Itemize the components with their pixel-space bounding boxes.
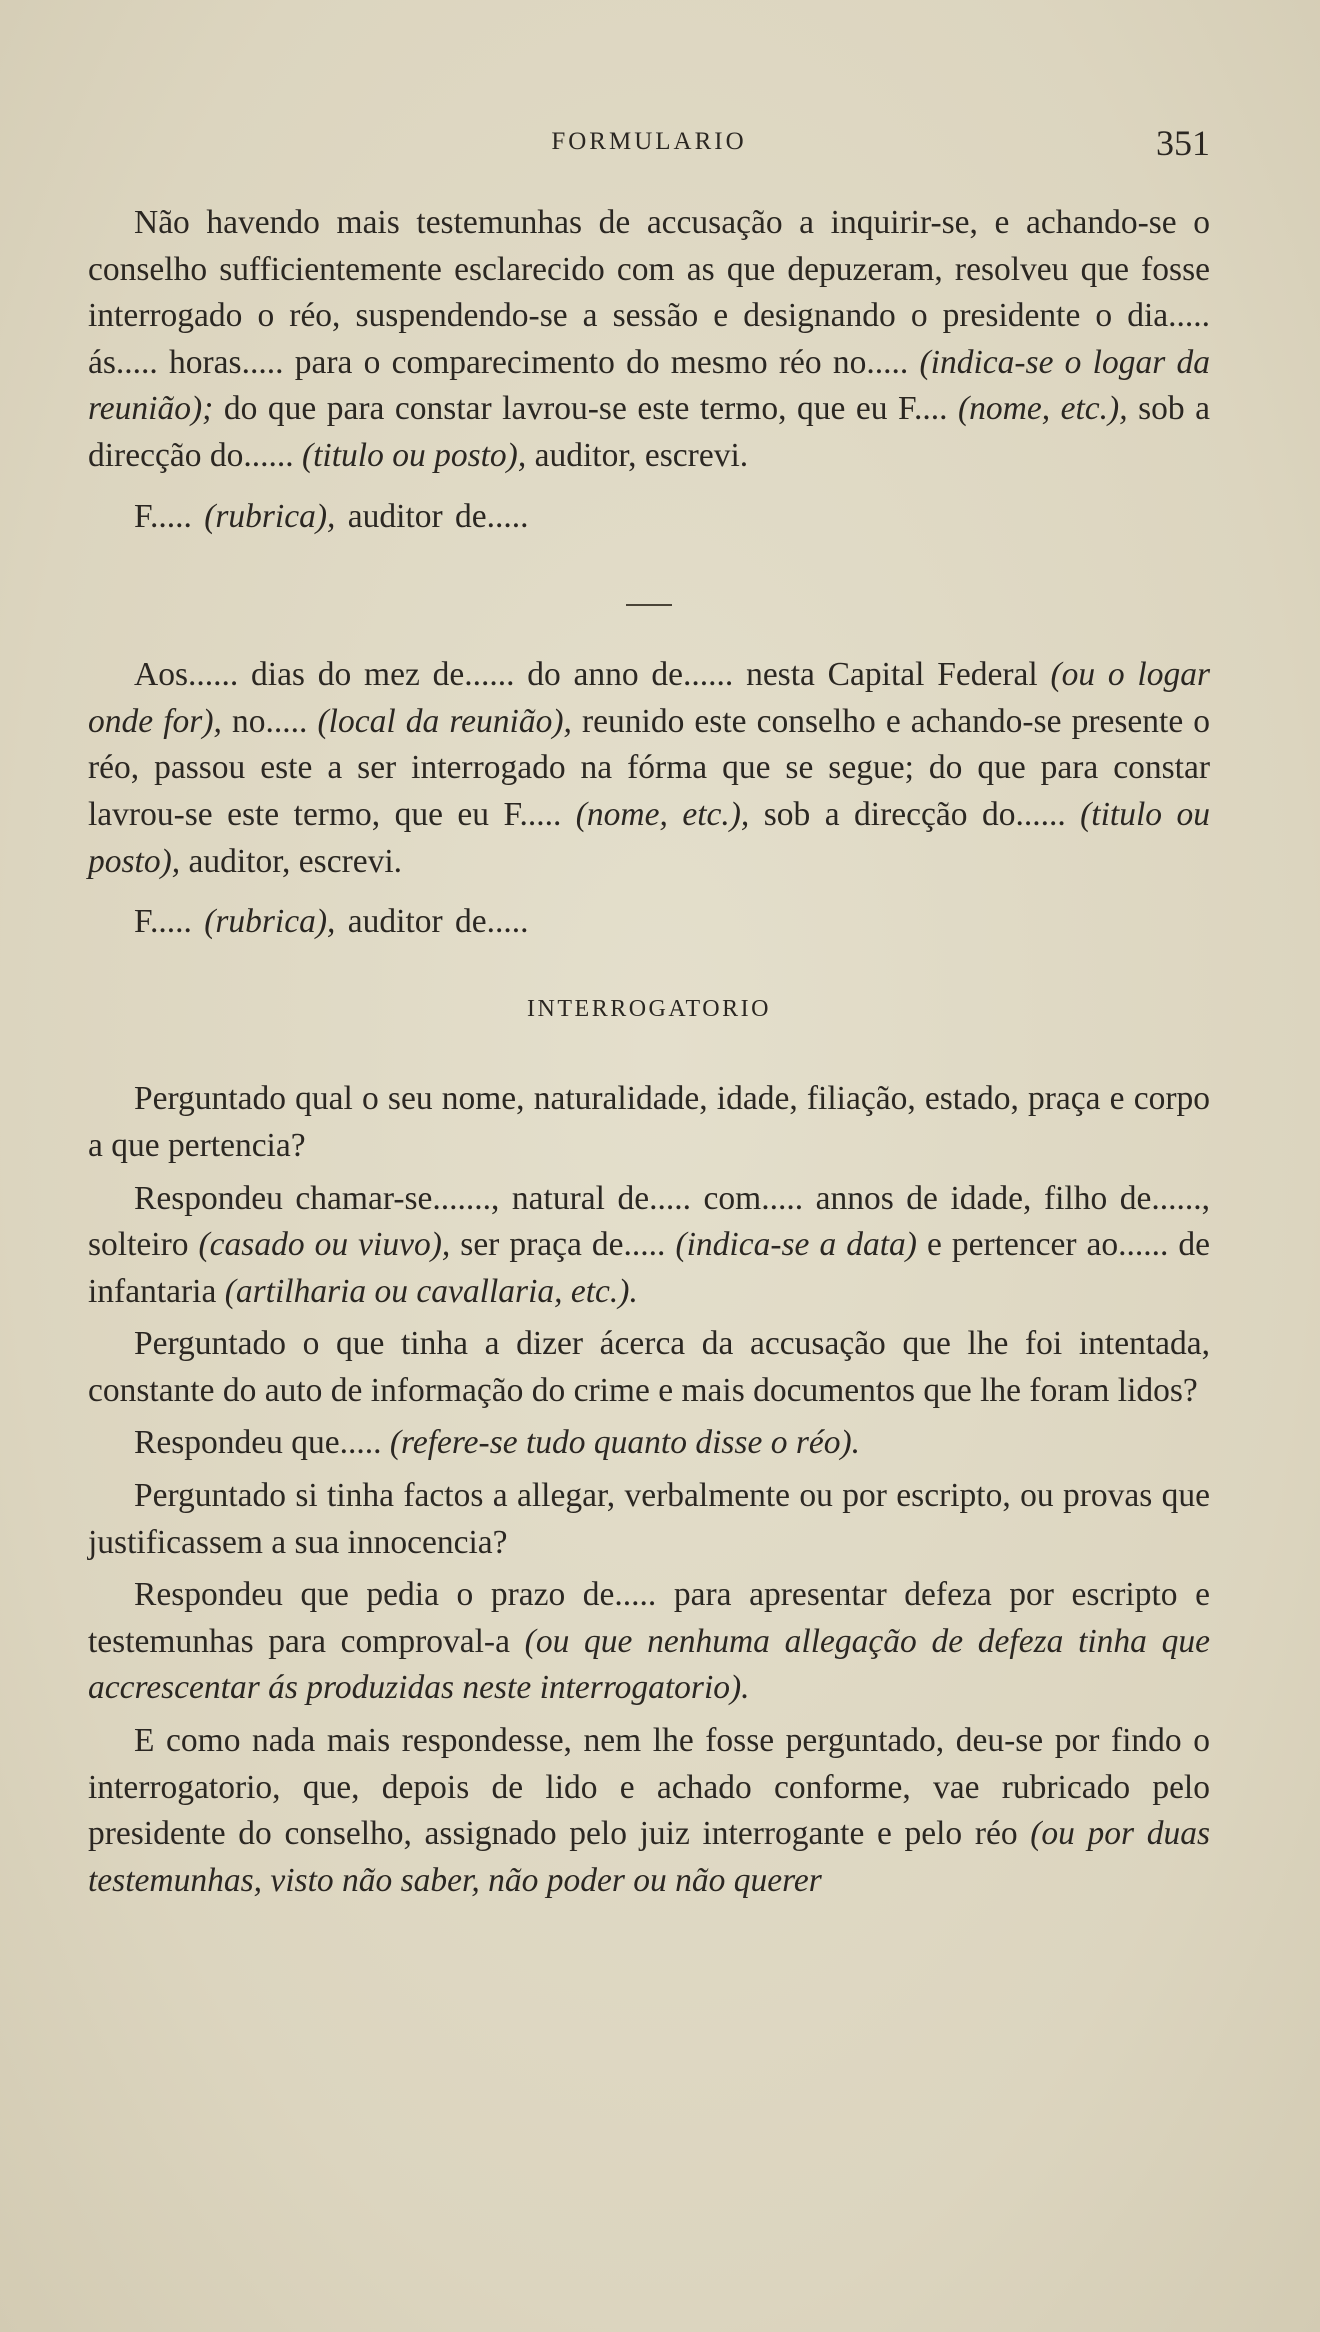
text-run: Respondeu que pedia o prazo de..... para apresentar defeza por escripto e testemunhas para comproval-a [88, 1576, 1210, 1660]
signature-line [88, 494, 1210, 541]
question-accusation: Perguntado o que tinha a dizer ácerca da accusação que lhe foi intentada, constante do auto de informação do crime e mais documentos que lhe foram lidos? [88, 1325, 1210, 1409]
text-run: Respondeu chamar-se......., natural de..... com..... annos de idade, filho de......, solteiro [88, 1179, 1210, 1264]
italic-note: (titulo ou posto), [88, 795, 1210, 880]
text-run: Não havendo mais testemunhas de accusação a inquirir-se, e achando-se o conselho sufficientemente esclarecido com as que depuzeram, resolveu que fosse interrogado o réo, suspendendo-se a sessão e designando o presidente o dia..... ás..... horas..... para o comparecimento do mesmo réo no..... [88, 204, 1210, 381]
text-run: e pertencer ao...... de infantaria [88, 1226, 1211, 1310]
answer-identity [88, 1176, 1210, 1316]
paragraph-closing [88, 1718, 1210, 1904]
answer-accusation [88, 1420, 1210, 1467]
italic-note: (nome, etc.), [575, 795, 750, 833]
italic-note: (casado ou viuvo), [198, 1226, 451, 1264]
question-identity: Perguntado qual o seu nome, naturalidade, idade, filiação, estado, praça e corpo a que pertencia? [88, 1080, 1210, 1164]
running-title: FORMULARIO [551, 128, 747, 155]
text-run: ser praça de..... [460, 1226, 666, 1264]
italic-note: (refere-se tudo quanto disse o réo). [389, 1424, 861, 1462]
question-defense: Perguntado si tinha factos a allegar, verbalmente ou por escripto, ou provas que justificassem a sua innocencia? [88, 1477, 1210, 1561]
text-run: do que para constar lavrou-se este termo, que eu F.... [223, 390, 948, 428]
italic-note: (rubrica), [204, 497, 336, 535]
text-run: F..... [134, 903, 192, 941]
paragraph-session-opening [88, 652, 1210, 885]
text-run: sob a direcção do...... [88, 390, 1211, 474]
text-run: no..... [231, 702, 308, 740]
italic-note: (ou o logar onde for), [88, 656, 1211, 740]
section-heading-interrogatorio: INTERROGATORIO [527, 995, 771, 1022]
italic-note: (indica-se a data) [675, 1226, 917, 1264]
italic-note: (local da reunião), [317, 702, 572, 740]
answer-defense [88, 1572, 1210, 1712]
text-run: auditor de..... [347, 903, 529, 941]
page-header [88, 122, 1210, 172]
text-run: Respondeu que..... [134, 1424, 382, 1462]
page-body [88, 200, 1210, 1904]
signature-line [88, 899, 1210, 946]
text-run: E como nada mais respondesse, nem lhe fosse perguntado, deu-se por findo o interrogatorio, que, depois de lido e achado conforme, vae rubricado pelo presidente do conselho, assignado pelo juiz interrogante e pelo réo [88, 1722, 1210, 1853]
page-number: 351 [1156, 123, 1210, 163]
text-run: auditor de..... [347, 497, 529, 535]
italic-note: (artilharia ou cavallaria, etc.). [224, 1272, 638, 1310]
italic-note: (indica-se o logar da reunião); [88, 343, 1211, 428]
text-run: auditor, escrevi. [188, 842, 403, 880]
text-run: auditor, escrevi. [534, 436, 749, 474]
paragraph-suspension [88, 200, 1210, 480]
text-run: F..... [134, 497, 192, 535]
italic-note: (ou que nenhuma allegação de defeza tinha que accrescentar ás produzidas neste interrogatorio). [88, 1622, 1211, 1707]
italic-note: (rubrica), [204, 903, 336, 941]
text-run: reunido este conselho e achando-se presente o réo, passou este a ser interrogado na fórma que se segue; do que para constar lavrou-se este termo, que eu F..... [88, 702, 1211, 833]
italic-note: (ou por duas testemunhas, visto não saber, não poder ou não querer [88, 1815, 1211, 1899]
italic-note: (nome, etc.), [958, 390, 1128, 428]
italic-note: (titulo ou posto), [301, 436, 527, 474]
text-run: Aos...... dias do mez de...... do anno de...... nesta Capital Federal [134, 656, 1038, 694]
text-run: sob a direcção do...... [763, 795, 1066, 833]
section-divider [626, 604, 672, 606]
